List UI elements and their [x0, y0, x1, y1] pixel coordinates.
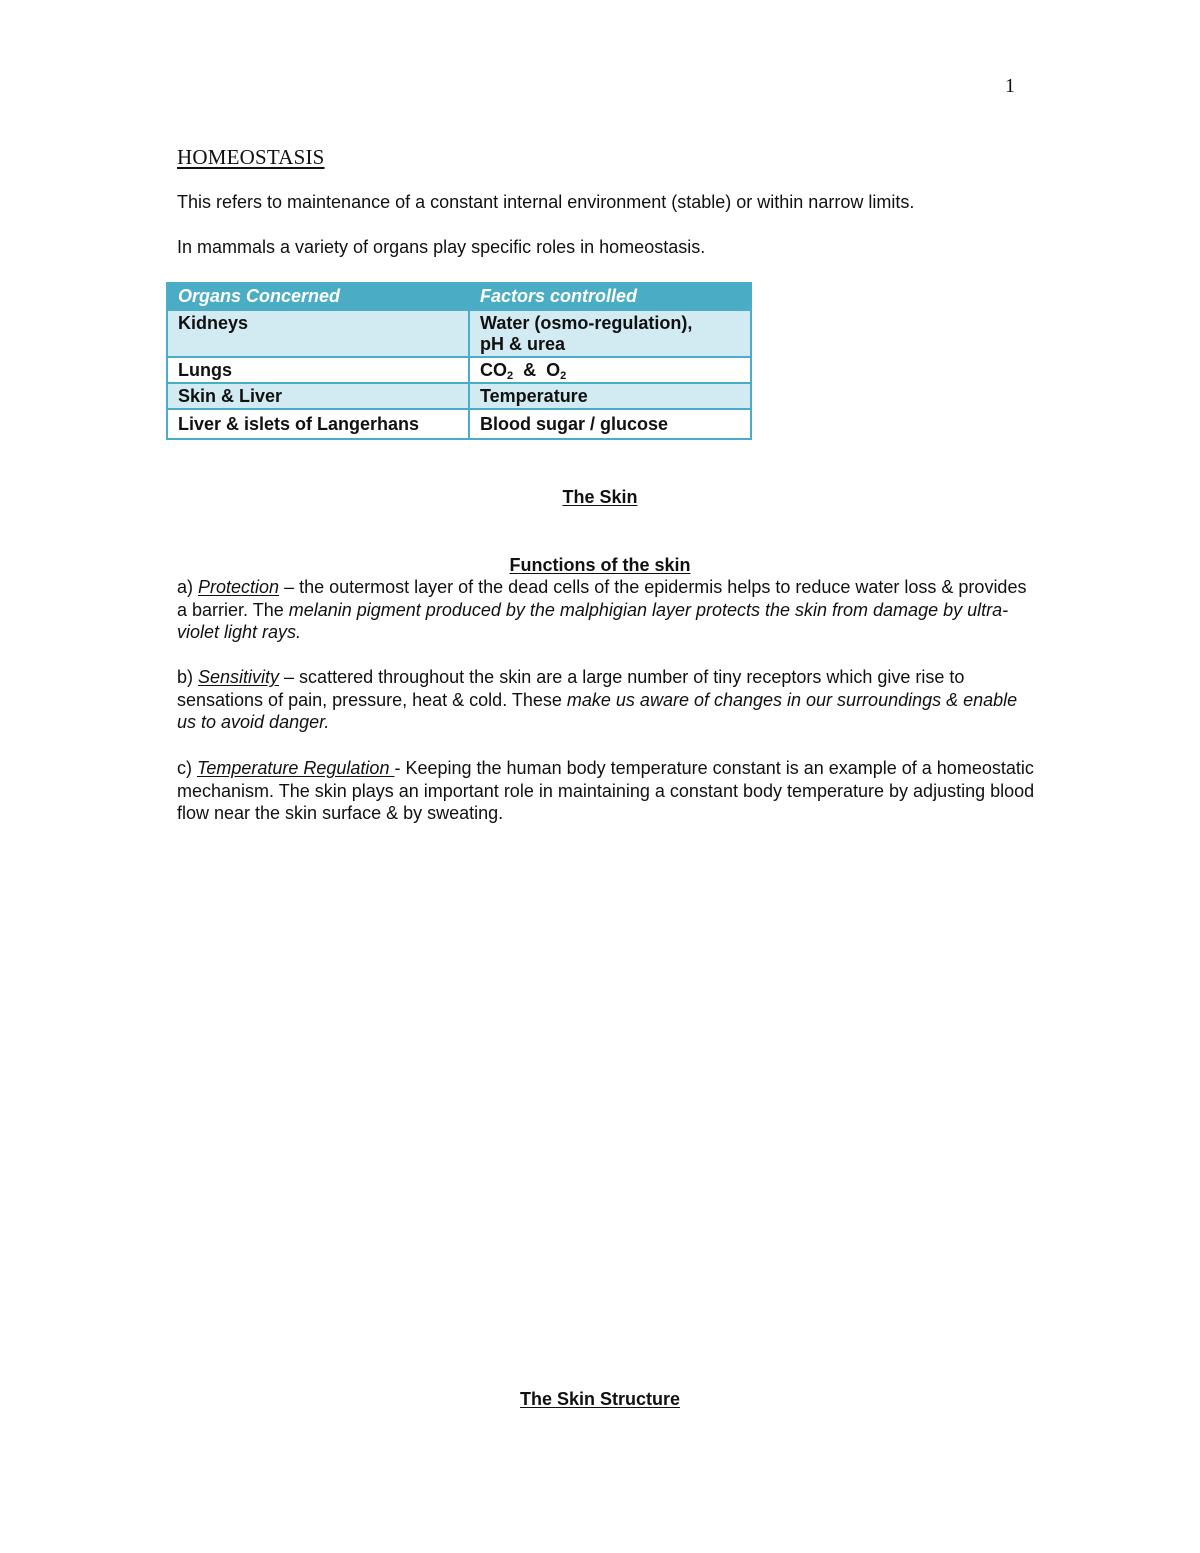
- factor-line: pH & urea: [480, 334, 566, 354]
- factor-line: Water (osmo-regulation),: [480, 313, 693, 333]
- table-row: [167, 357, 751, 383]
- factor-cell: [469, 310, 751, 357]
- intro-definition: This refers to maintenance of a constant internal environment (stable) or within narrow limits.: [177, 192, 915, 212]
- document-title: HOMEOSTASIS: [177, 145, 325, 169]
- function-prefix: c): [177, 758, 197, 778]
- function-text: – the outermost layer of the dead cells of the epidermis helps to reduce water loss & provides a barrier. The: [177, 577, 1027, 620]
- organ-cell: Lungs: [167, 357, 469, 383]
- function-italic-text: melanin pigment produced by the malphigian layer protects the skin from damage by ultra-violet light rays.: [177, 599, 1009, 642]
- function-term: Protection: [198, 577, 280, 597]
- function-prefix: b): [177, 667, 199, 687]
- page-number: 1: [1005, 75, 1015, 97]
- o2-symbol: O: [546, 360, 561, 380]
- intro-organs: In mammals a variety of organs play specific roles in homeostasis.: [177, 237, 706, 257]
- table-row: [167, 310, 751, 357]
- section-heading-functions: Functions of the skin: [509, 555, 691, 575]
- function-protection: [177, 576, 1037, 644]
- o2-subscript: 2: [560, 370, 567, 382]
- factor-cell: Blood sugar / glucose: [469, 409, 751, 439]
- table-row: [167, 409, 751, 439]
- organ-cell: Liver & islets of Langerhans: [167, 409, 469, 439]
- factor-cell: [469, 357, 751, 383]
- function-term: Sensitivity: [198, 667, 280, 687]
- function-text: - Keeping the human body temperature constant is an example of a homeostatic mechanism. The skin plays an important role in maintaining a constant body temperature by adjusting blood flow near the skin surface & by sweating.: [177, 758, 1035, 823]
- header-factors: Factors controlled: [469, 283, 751, 310]
- organ-cell: Skin & Liver: [167, 383, 469, 409]
- section-heading-skin: The Skin: [562, 487, 638, 507]
- function-prefix: a): [177, 577, 199, 597]
- ampersand: &: [513, 360, 547, 380]
- header-organs: Organs Concerned: [167, 283, 469, 310]
- section-heading-skin-structure: The Skin Structure: [519, 1389, 681, 1409]
- organs-table: [166, 282, 752, 440]
- co2-symbol: CO: [480, 360, 507, 380]
- factor-cell: Temperature: [469, 383, 751, 409]
- organ-cell: Kidneys: [167, 310, 469, 357]
- function-text: – scattered throughout the skin are a large number of tiny receptors which give rise to sensations of pain, pressure, heat & cold. These: [177, 667, 965, 710]
- function-term: Temperature Regulation: [197, 758, 395, 778]
- function-sensitivity: [177, 666, 1037, 734]
- function-temperature-regulation: [177, 757, 1037, 825]
- function-italic-text: make us aware of changes in our surroundings & enable us to avoid danger.: [177, 689, 1018, 732]
- table-row: [167, 383, 751, 409]
- table-header-row: [167, 283, 751, 310]
- co2-subscript: 2: [507, 370, 514, 382]
